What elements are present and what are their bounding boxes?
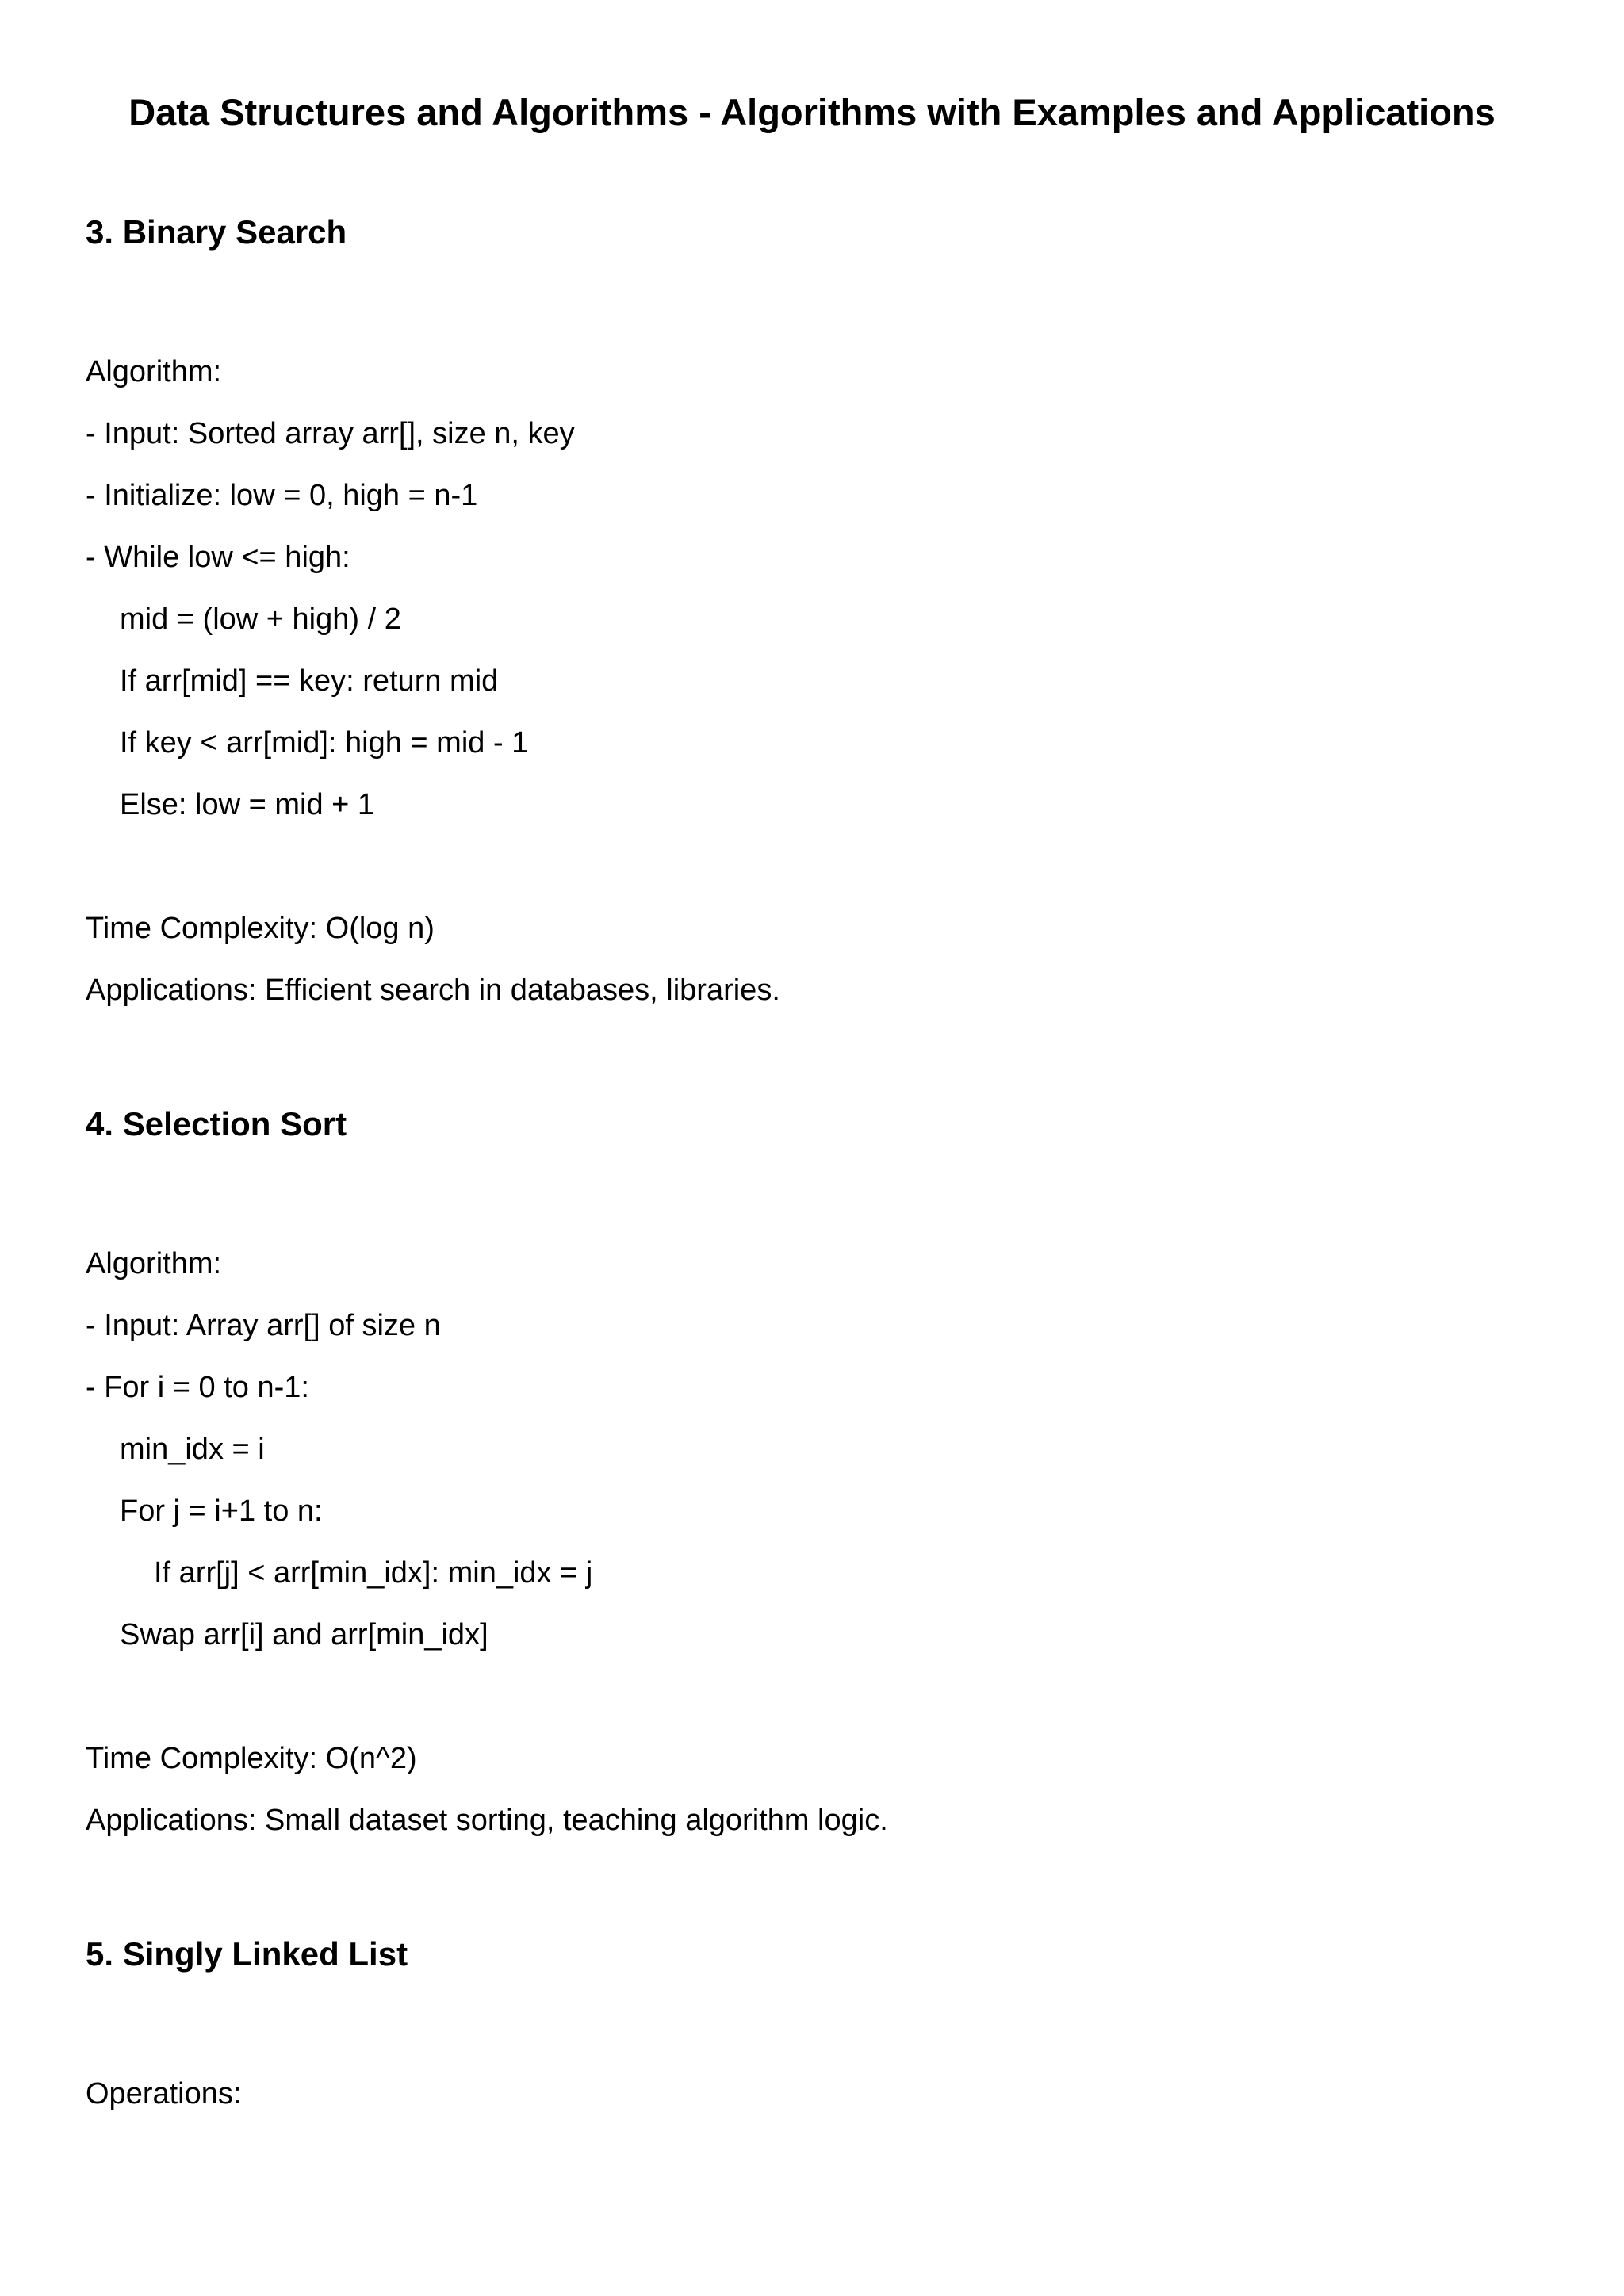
algorithm-step: - For i = 0 to n-1: bbox=[86, 1371, 309, 1404]
algorithm-step: - Initialize: low = 0, high = n-1 bbox=[86, 479, 478, 512]
algorithm-substep: If key < arr[mid]: high = mid - 1 bbox=[120, 726, 529, 760]
section-heading-singly-linked-list: 5. Singly Linked List bbox=[86, 1935, 408, 1973]
algorithm-step: - While low <= high: bbox=[86, 541, 350, 574]
algorithm-substep-nested: If arr[j] < arr[min_idx]: min_idx = j bbox=[154, 1556, 593, 1590]
algorithm-label: Algorithm: bbox=[86, 1247, 222, 1280]
algorithm-substep: Swap arr[i] and arr[min_idx] bbox=[120, 1618, 488, 1651]
section-heading-selection-sort: 4. Selection Sort bbox=[86, 1105, 347, 1142]
algorithm-substep: min_idx = i bbox=[120, 1433, 265, 1466]
document-title: Data Structures and Algorithms - Algorithms with Examples and Applications bbox=[128, 91, 1496, 133]
algorithm-step: - Input: Array arr[] of size n bbox=[86, 1309, 441, 1342]
algorithm-label: Algorithm: bbox=[86, 355, 222, 388]
algorithm-substep: mid = (low + high) / 2 bbox=[120, 603, 401, 636]
algorithm-substep: If arr[mid] == key: return mid bbox=[120, 664, 499, 698]
algorithm-step: - Input: Sorted array arr[], size n, key bbox=[86, 417, 575, 450]
time-complexity: Time Complexity: O(log n) bbox=[86, 912, 435, 945]
time-complexity: Time Complexity: O(n^2) bbox=[86, 1742, 417, 1775]
operations-label: Operations: bbox=[86, 2077, 242, 2110]
applications: Applications: Small dataset sorting, teaching algorithm logic. bbox=[86, 1804, 888, 1837]
applications: Applications: Efficient search in databases, libraries. bbox=[86, 974, 780, 1007]
algorithm-substep: Else: low = mid + 1 bbox=[120, 788, 375, 821]
algorithm-substep: For j = i+1 to n: bbox=[120, 1494, 323, 1528]
section-heading-binary-search: 3. Binary Search bbox=[86, 213, 347, 251]
